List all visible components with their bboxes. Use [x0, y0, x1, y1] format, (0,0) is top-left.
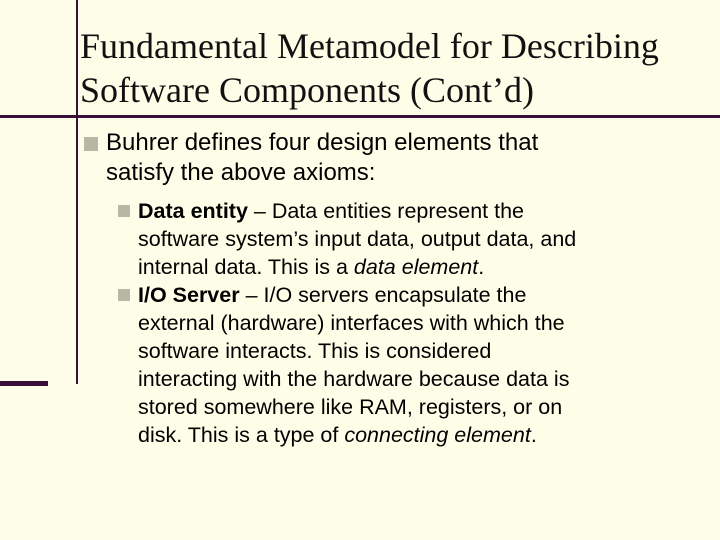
main-bullet-line-2: satisfy the above axioms:: [106, 159, 376, 186]
sub-bullet-text: .: [478, 255, 485, 279]
main-bullet-square-icon: [84, 137, 98, 151]
sub-bullet-line: interacting with the hardware because data is: [138, 367, 570, 391]
slide-title-line-2: Software Components (Cont’d): [80, 70, 534, 110]
italic-term-connecting-element: connecting element: [344, 423, 531, 447]
left-vertical-rule: [76, 0, 78, 384]
italic-term-data-element: data element: [353, 255, 479, 279]
sub-bullet-line: [138, 281, 708, 309]
sub-bullet-line: [138, 197, 708, 225]
main-bullet-line-1: Buhrer defines four design elements that: [106, 129, 539, 156]
sub-bullet-text: internal data. This is a: [138, 255, 354, 279]
sub-bullet-io-server: [118, 281, 708, 449]
main-bullet-text: [106, 128, 706, 188]
sub-bullet-text: .: [530, 423, 537, 447]
left-accent-bar: [0, 381, 48, 386]
term-data-entity: Data entity: [138, 199, 248, 223]
sub-bullet-line: [138, 253, 708, 281]
sub-bullet-line: [138, 421, 708, 449]
sub-bullet-line: software system’s input data, output data, and: [138, 227, 577, 251]
sub-bullet-line: software interacts. This is considered: [138, 339, 492, 363]
sub-bullet-text: disk. This is a type of: [138, 423, 345, 447]
sub-bullet-data-entity: [118, 197, 708, 281]
title-underline-rule: [0, 115, 720, 118]
sub-bullet-square-icon: [118, 205, 130, 217]
slide-title: [80, 24, 720, 112]
sub-bullet-list: [118, 197, 708, 449]
sub-bullet-text: – Data entities represent the: [247, 199, 524, 223]
sub-bullet-line: stored somewhere like RAM, registers, or on: [138, 395, 563, 419]
term-io-server: I/O Server: [138, 283, 240, 307]
sub-bullet-line: external (hardware) interfaces with which the: [138, 311, 565, 335]
sub-bullet-text: – I/O servers encapsulate the: [239, 283, 527, 307]
sub-bullet-square-icon: [118, 289, 130, 301]
slide-title-line-1: Fundamental Metamodel for Describing: [80, 26, 659, 66]
